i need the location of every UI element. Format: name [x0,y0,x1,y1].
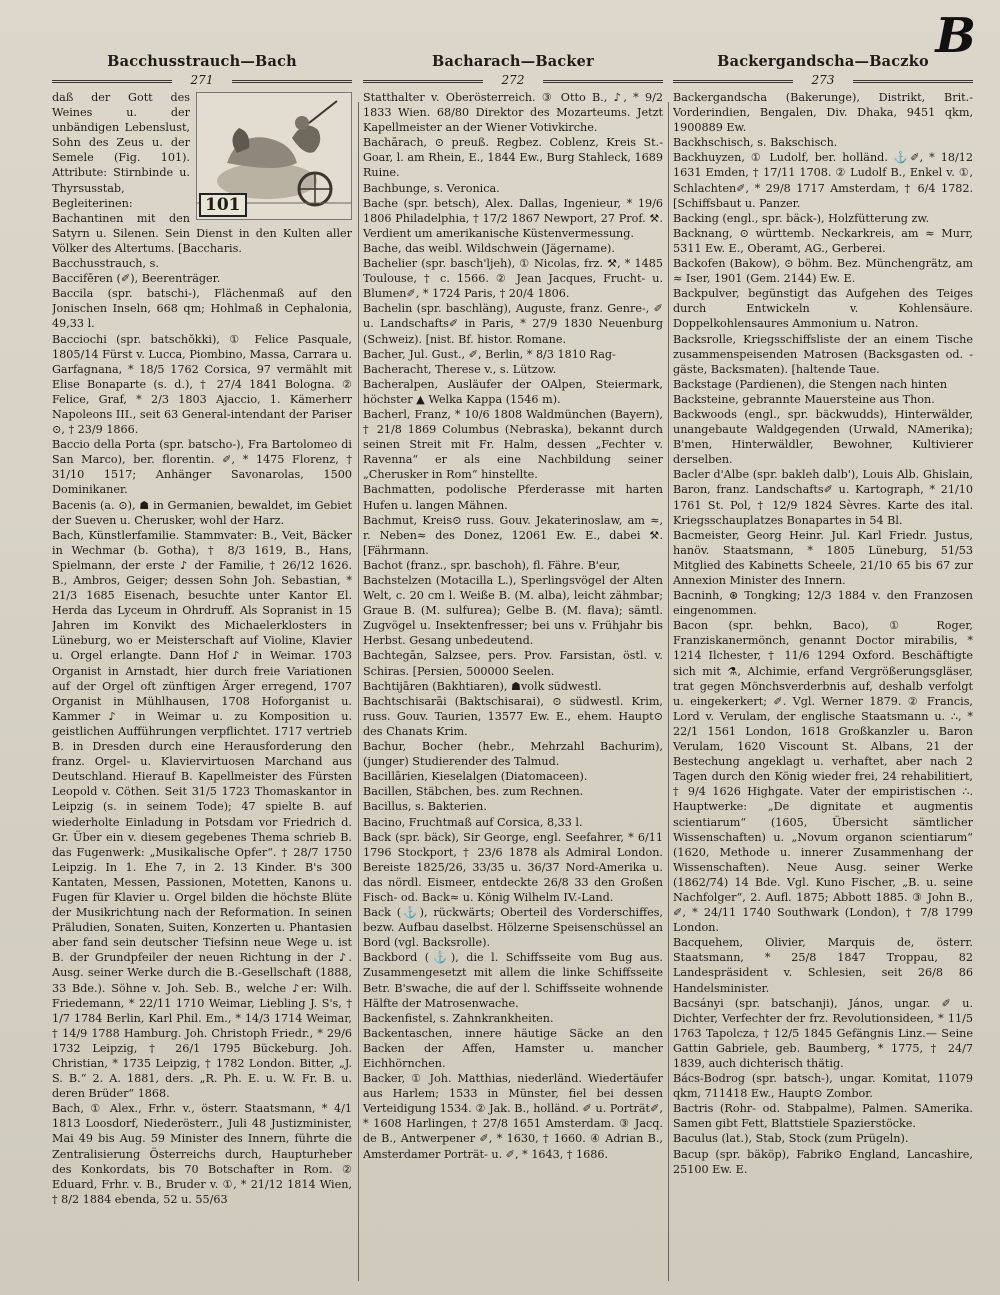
entry: Bacchusstrauch, s. [52,257,159,271]
entry: Bacciochi (spr. batschŏkki), ① Felice Pasquale, 1805/14 Fürst v. Lucca, Piombino, Massa, Carrara u. Garfagnana, * 18/5 1762 Corsica, 97 vermählt mit Elise Bonaparte (s. d.), † 27/4 1841 Bologna. ② Felice, Graf, * 2/3 1803 Ajaccio, 1. Kämerherr Napoleons III., seit 63 General-intendant der Pariser ⊙, † 23/9 1866. [52,332,352,437]
entry: Bachtschisarāi (Baktschisarai), ⊙ südwestl. Krim, russ. Gouv. Taurien, 13577 Ew. E., ehem. Haupt⊙ des Chanats Krim. [363,694,663,738]
column-273 [673,52,973,1290]
entry: Bacup (spr. bäköp), Fabrik⊙ England, Lancashire, 25100 Ew. E. [673,1147,973,1176]
entry: Backhuyzen, ① Ludolf, ber. holländ. ⚓✐, * 18/12 1631 Emden, † 17/11 1708. ② Ludolf B., Enkel v. ①, Schlachten✐, * 29/8 1717 Amsterdam, † 6/4 1782. [Schiffsbaut u. Panzer. [673,151,973,210]
entry: Bactris (Rohr- od. Stabpalme), Palmen. SAmerika. Samen gibt Fett, Blattstiele Spazierstöcke. [673,1102,973,1131]
entry: Bachtijāren (Bakhtiaren), ☗volk südwestl. [363,679,602,693]
entry: Bache, das weibl. Wildschwein (Jägername). [363,241,615,255]
page-number: 273 [673,72,973,88]
entry: Bachmatten, podolische Pferderasse mit harten Hufen u. langen Mähnen. [363,483,663,512]
entry: Bach, ① Alex., Frhr. v., österr. Staatsmann, * 4/1 1813 Loosdorf, Niederösterr., Juli 48 Justizminister, Mai 49 bis Aug. 59 Minister des Innern, führte die Zentralisierung Österreichs durch, Haupturheber des Konkordats, bis 70 Botschafter in Rom. ② Eduard, Frhr. v. B., Bruder v. ①, * 21/12 1814 Wien, † 8/2 1884 ebenda, 52 u. 55/63 [52,1102,352,1206]
running-header: Backergandscha—Baczko [717,53,929,70]
entry: Backpulver, begünstigt das Aufgehen des Teiges durch Entwickeln v. Kohlensäure. Doppelkohlensaures Ammonium u. Natron. [673,287,973,331]
entry: Bacheralpen, Ausläufer der OAlpen, Steiermark, höchster ▲ Welka Kappa (1546 m). [363,377,663,406]
entry: Backenfistel, s. Zahnkrankheiten. [363,1011,554,1025]
entry: Bacler d'Albe (spr. bakleh dalb'), Louis Alb. Ghislain, Baron, franz. Landschafts✐ u. Kartograph, * 21/10 1761 St. Pol, † 12/9 1824 Sèvres. Karte des ital. Kriegsschauplatzes Bonapartes in 54 Bl. [673,468,973,527]
entry: Back (spr. bäck), Sir George, engl. Seefahrer, * 6/11 1796 Stockport, † 23/6 1878 als Admiral London. Bereiste 1825/26, 33/35 u. 36/37 Nord-Amerika u. das nördl. Eismeer, entdeckte 26/8 33 den Großen Fisch- od. Back≈ u. König Wilhelm IV.-Land. [363,830,663,904]
entry: Baccila (spr. batschi-), Flächenmaß auf den Jonischen Inseln, 668 qm; Hohlmaß in Cephalonia, 49,33 l. [52,287,352,331]
entry: Bacsányi (spr. batschanji), János, ungar. ✐ u. Dichter, Verfechter der frz. Revolutionsideen, * 11/5 1763 Tapolcza, † 12/5 1845 Gefängnis Linz.— Seine Gattin Gabriele, geb. Baumberg, * 1775, † 24/7 1839, auch dichterisch thätig. [673,996,973,1070]
entry: Back (⚓), rückwärts; Oberteil des Vorderschiffes, bezw. Aufbau daselbst. Hölzerne Speisenschüssel an Bord (vgl. Backsrolle). [363,906,663,950]
entry-list [363,90,663,1290]
page-number: 272 [363,72,663,88]
entry: Bacon (spr. behkn, Baco), ① Roger, Franziskanermönch, genannt Doctor mirabilis, * 1214 Ilchester, † 11/6 1294 Oxford. Beschäftigte sich mit ⚗, Alchimie, erfand Vergrößerungsgläser, trat gegen Mönchsverderbnis auf, deshalb verfolgt u. eingekerkert; ✐. Vgl. Werner 1879. ② Francis, Lord v. Verulam, der englische Staatsmann u. ∴, * 22/1 1561 London, 1618 Großkanzler u. Baron Verulam, 1620 Viscount St. Albans, 21 der Bestechung angeklagt u. verhaftet, aber nach 2 Tagen durch den König wieder frei, 24 rehabilitiert, † 9/4 1626 Highgate. Vater der empiristischen ∴. Hauptwerke: „De dignitate et augmentis scientiarum“ (1605, Übersicht sämtlicher Wissenschaften) u. „Novum organon scientiarum“ (1620, Methode u. innerer Zusammenhang der Wissenschaften). Neue Ausg. seiner Werke (1862/74) 14 Bde. Vgl. Kuno Fischer, „B. u. seine Nachfolger“, 2. Aufl. 1875; Abbott 1885. ③ John B., ✐, * 24/11 1740 Southwark (London), † 7/8 1799 London. [673,619,973,935]
entry: Baculus (lat.), Stab, Stock (zum Prügeln). [673,1132,909,1146]
entry: Statthalter v. Oberösterreich. ③ Otto B., ♪, * 9/2 1833 Wien. 68/80 Direktor des Mozarteums. Jetzt Kapellmeister an der Wiener Votivkirche. [363,91,663,135]
entry: Bachelier (spr. basch'ljeh), ① Nicolas, frz. ⚒, * 1485 Toulouse, † c. 1566. ② Jean Jacques, Frucht- u. Blumen✐, * 1724 Paris, † 20/4 1806. [363,257,663,301]
column-271 [52,52,352,1290]
entry: Bacillen, Stäbchen, bes. zum Rechnen. [363,785,584,799]
entry: Backergandscha (Bakerunge), Distrikt, Brit.-Vorderindien, Bengalen, Div. Dhaka, 9451 qkm, 1900889 Ew. [673,91,973,135]
entry: Backnang, ⊙ württemb. Neckarkreis, am ≈ Murr, 5311 Ew. E., Oberamt, AG., Gerberei. [673,226,973,255]
entry: Bacninh, ⊛ Tongking; 12/3 1884 v. den Franzosen eingenommen. [673,589,973,618]
entry: Bacherl, Franz, * 10/6 1808 Waldmünchen (Bayern), † 21/8 1869 Columbus (Nebraska), bekannt durch seinen Streit mit Fr. Halm, dessen „Fechter v. Ravenna“ er als eine Nachbildung seiner „Cherusker in Rom“ hinstellte. [363,407,663,482]
column-divider [668,102,669,1281]
entry: Bachstelzen (Motacilla L.), Sperlingsvögel der Alten Welt, c. 20 cm l. Weiße B. (M. alba), leicht zähmbar; Graue B. (M. sulfurea); Gelbe B. (M. flava); sämtl. Zugvögel u. Insektenfresser; bei uns v. Frühjahr bis Herbst. Gesang unbedeutend. [363,574,663,648]
entry: Backstage (Pardienen), die Stengen nach hinten [673,377,948,391]
entry: Backing (engl., spr. bäck-), Holzfütterung zw. [673,211,930,225]
entry: Backsteine, gebrannte Mauersteine aus Thon. [673,392,935,406]
entry: Backhschisch, s. Bakschisch. [673,136,838,150]
entry: Backofen (Bakow), ⊙ böhm. Bez. Münchengrätz, am ≈ Iser, 1901 (Gem. 2144) Ew. E. [673,257,973,286]
entry: Bach, Künstlerfamilie. Stammvater: B., Veit, Bäcker in Wechmar (b. Gotha), † 8/3 1619, B., Hans, Spielmann, der erste ♪ der Familie, † 26/12 1626. B., Ambros, Geiger; dessen Sohn Joh. Sebastian, * 21/3 1685 Eisenach, besuchte unter Kantor El. Herda das Lyceum in Ohrdruff. Als Sopranist in 15 Jahren im Konvikt des Michaelerklosters in Lüneburg, wo er Meisterschaft auf Violine, Klavier u. Orgel erlangte. Dann Hof♪ in Weimar. 1703 Organist in Arnstadt, hier durch freie Variationen auf der Orgel oft zünftigen Ärger erregend, 1707 Organist in Mühlhausen, 1708 Hoforganist u. Kammer♪ in Weimar u. zu Komposition u. geistlichen Aufführungen verpflichtet. 1717 vertrieb B. in Dresden durch eine Herausforderung den franz. Orgel- u. Klaviervirtuosen Marchand aus Deutschland. Hierauf B. Kapellmeister des Fürsten Leopold v. Cöthen. Seit 31/5 1723 Thomaskantor in Leipzig (s. in seinem Tode); 47 spielte B. auf wiederholte Einladung in Potsdam vor Friedrich d. Gr. Über ein v. diesem gegebenes Thema schrieb B. das Fugenwerk: „Musikalische Opfer“. † 28/7 1750 Leipzig. In 1. Ehe 7, in 2. 13 Kinder. B's 300 Kantaten, Messen, Passionen, Motetten, Kanons u. Fugen für Klavier u. Orgel bilden die höchste Blüte der Musikrichtung nach der Reformation. In seinen Präludien, Sonaten, Suiten, Konzerten u. Phantasien aber fand sein deutscher Tiefsinn neue Wege u. ist B. der Grundpfeiler der neuen Richtung in der ♪. Ausg. seiner Werke durch die B.-Gesellschaft (1888, 33 Bde.). Söhne v. Joh. Seb. B., welche ♪er: Wilh. Friedemann, * 22/11 1710 Weimar, Liebling J. S's, † 1/7 1784 Berlin, Karl Phil. Em., * 14/3 1714 Weimar, † 14/9 1788 Hamburg. Joh. Christoph Friedr., * 29/6 1732 Leipzig, † 26/1 1795 Bückeburg. Joh. Christian, * 1735 Leipzig, † 1782 London. Bitter, „J. S. B.“ 2. A. 1881, ders. „R. Ph. E. u. W. Fr. B. u. deren Brüder“ 1868. [52,528,352,1101]
running-header: Bacchusstrauch—Bach [107,53,297,70]
entry: Bachtegān, Salzsee, pers. Prov. Farsistan, östl. v. Schiras. [Persien, 500000 Seelen. [363,649,663,678]
entry: Baccio della Porta (spr. batscho-), Fra Bartolomeo di San Marco), ber. florentin. ✐, * 1475 Florenz, † 31/10 1517; Anhänger Savonarolas, 1500 Dominikaner. [52,438,352,497]
entry: Bacenis (a. ⊙), ☗ in Germanien, bewaldet, im Gebiet der Sueven u. Cherusker, wohl der Harz. [52,498,352,527]
entry: daß der Gott des Weines u. der unbändigen Lebenslust, Sohn des Zeus u. der Semele (Fig. 101). Attribute: Stirnbinde u. Thyrsusstab, Begleiterinen: Bachantinen mit den Satyrn u. Silenen. Sein Dienst in den Kulten aller Völker des Altertums. [Baccharis. [52,91,352,255]
section-letter: B [935,8,976,64]
entry: Bacmeister, Georg Heinr. Jul. Karl Friedr. Justus, hanöv. Staatsmann, * 1805 Lüneburg, 51/53 Mitglied des Kabinetts Scheele, 21/10 65 bis 67 zur Annexion Minister des Innern. [673,528,973,587]
entry: Backbord (⚓), die l. Schiffsseite vom Bug aus. Zusammengesetzt mit allem die linke Schiffsseite Betr. B'swache, die auf der l. Schiffsseite wohnende Hälfte der Matrosenwache. [363,951,663,1010]
entry-list [673,90,973,1290]
entry: Bacher, Jul. Gust., ✐, Berlin, * 8/3 1810 Rag- [363,347,616,361]
entry: Bacheracht, Therese v., s. Lützow. [363,362,557,376]
entry: Bachbunge, s. Veronica. [363,181,500,195]
column-272 [363,52,663,1290]
running-header: Bacharach—Backer [432,53,594,70]
page-number: 271 [52,72,352,88]
entry: Bachot (franz., spr. baschoh), fl. Fähre. B'eur, [363,558,621,572]
entry: Baccifēren (✐), Beerenträger. [52,272,221,286]
entry: Bacino, Fruchtmaß auf Corsica, 8,33 l. [363,815,583,829]
entry: Bács-Bodrog (spr. batsch-), ungar. Komitat, 11079 qkm, 711418 Ew., Haupt⊙ Zombor. [673,1072,973,1101]
entry: Bachmut, Kreis⊙ russ. Gouv. Jekaterinoslaw, am ≈, r. Neben≈ des Donez, 12061 Ew. E., dabei ⚒. [Fährmann. [363,513,663,557]
column-divider [358,102,359,1281]
entry: Bache (spr. betsch), Alex. Dallas, Ingenieur, * 19/6 1806 Philadelphia, † 17/2 1867 Newport, 27 Prof. ⚒. Verdient um amerikanische Küstenvermessung. [363,196,663,240]
bacchus-figure [196,92,352,220]
figure-number: 101 [199,193,247,217]
entry: Backer, ① Joh. Matthias, niederländ. Wiedertäufer aus Harlem; 1533 in Münster, fiel bei dessen Verteidigung 1534. ② Jak. B., holländ. ✐ u. Porträt✐, * 1608 Harlingen, † 27/8 1651 Amsterdam. ③ Jacq. de B., Antwerpener ✐, * 1630, † 1660. ④ Adrian B., Amsterdamer Porträt- u. ✐, * 1643, † 1686. [363,1072,663,1161]
entry: Bacillārien, Kieselalgen (Diatomaceen). [363,770,588,784]
entry: Bacillus, s. Bakterien. [363,800,487,814]
entry: Backentaschen, innere häutige Säcke an den Backen der Affen, Hamster u. mancher Eichhörnchen. [363,1026,663,1070]
entry: Bachur, Bocher (hebr., Mehrzahl Bachurim), (junger) Studierender des Talmud. [363,740,663,769]
entry: Bachārach, ⊙ preuß. Regbez. Coblenz, Kreis St.-Goar, l. am Rhein, E., 1844 Ew., Burg Stahleck, 1689 Ruine. [363,136,663,180]
entry: Bachelin (spr. baschläng), Auguste, franz. Genre-, ✐ u. Landschafts✐ in Paris, * 27/9 1830 Neuenburg (Schweiz). [nist. Bf. histor. Romane. [363,302,663,346]
entry: Backwoods (engl., spr. bäckwudds), Hinterwälder, unangebaute Waldgegenden (Urwald, NAmerika); B'men, Hinterwäldler, Bewohner, Kultivierer derselben. [673,407,973,467]
entry: Bacquehem, Olivier, Marquis de, österr. Staatsmann, * 25/8 1847 Troppau, 82 Landespräsident v. Schlesien, seit 26/8 86 Handelsminister. [673,936,973,995]
entry-list [52,90,352,1290]
entry: Backsrolle, Kriegsschiffsliste der an einem Tische zusammenspeisenden Matrosen (Backsgasten od. -gäste, Backsmaten). [haltende Taue. [673,332,973,376]
